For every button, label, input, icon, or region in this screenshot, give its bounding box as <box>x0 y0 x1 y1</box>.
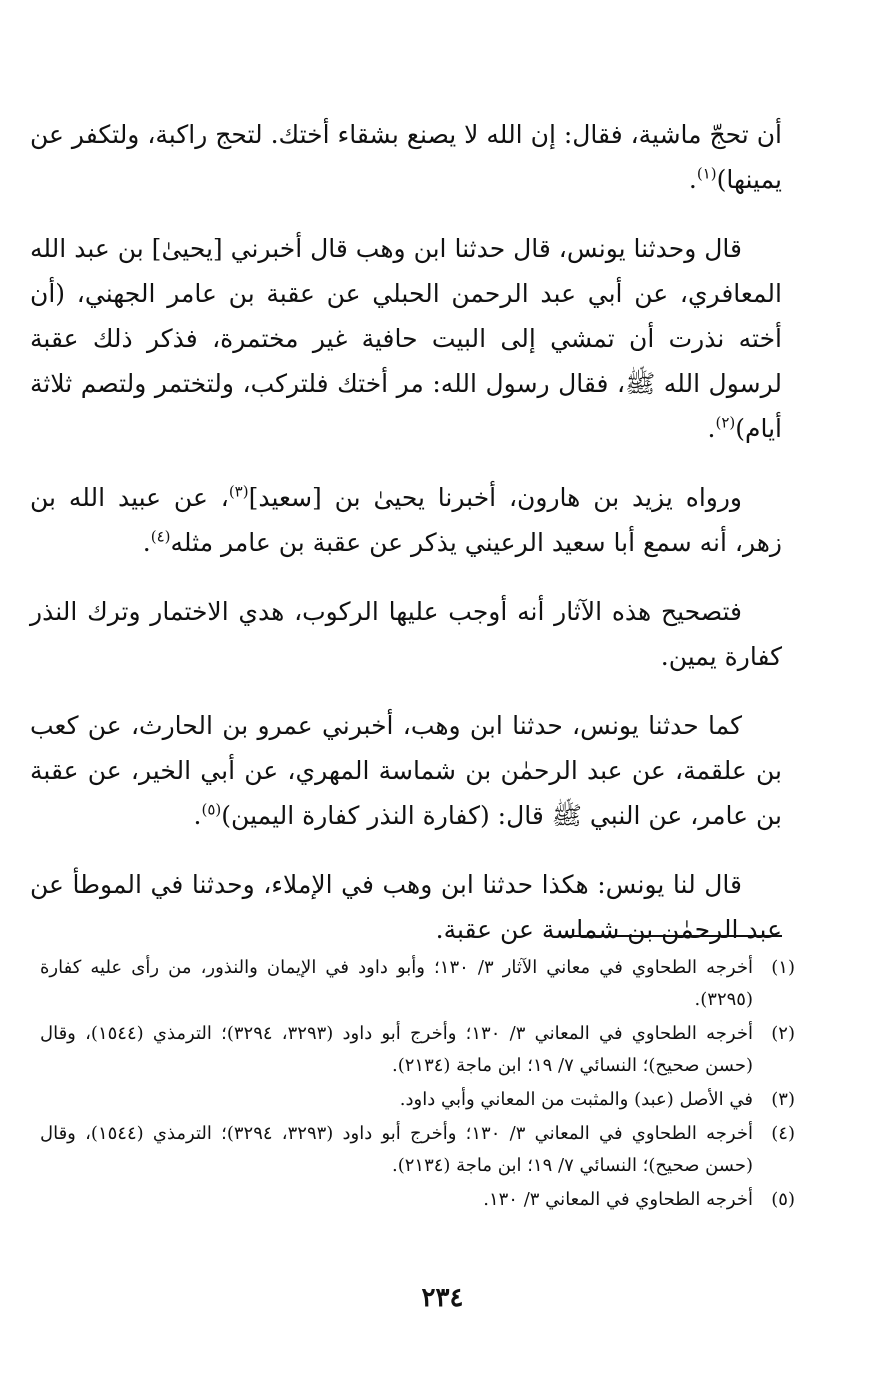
paragraph-4: فتصحيح هذه الآثار أنه أوجب عليها الركوب، هدي الاختمار وترك النذر كفارة يمين. <box>30 597 782 671</box>
footnote-text: أخرجه الطحاوي في المعاني ٣/ ١٣٠. <box>483 1189 753 1210</box>
footnote-ref-4: (٤) <box>150 527 171 546</box>
paragraph-1: أن تحجّ ماشية، فقال: إن الله لا يصنع بشقاء أختك. لتحج راكبة، ولتكفر عن يمينها)$^{(١)}$. <box>30 120 782 194</box>
footnote-item <box>40 1084 795 1116</box>
footnote-text: أخرجه الطحاوي في المعاني ٣/ ١٣٠؛ وأخرج أبو داود (٣٢٩٣، ٣٢٩٤)؛ الترمذي (١٥٤٤)، وقال (حسن صحيح)؛ النسائي ٧/ ١٩؛ ابن ماجة (٢١٣٤). <box>40 1123 753 1176</box>
footnote-text: في الأصل (عبد) والمثبت من المعاني وأبي داود. <box>399 1089 753 1110</box>
footnote-number: (٢) <box>771 1023 795 1044</box>
main-text <box>30 112 782 976</box>
footnotes <box>40 952 795 1218</box>
footnote-item <box>40 952 795 1016</box>
footnote-text: أخرجه الطحاوي في المعاني ٣/ ١٣٠؛ وأخرج أبو داود (٣٢٩٣، ٣٢٩٤)؛ الترمذي (١٥٤٤)، وقال (حسن صحيح)؛ النسائي ٧/ ١٩؛ ابن ماجة (٢١٣٤). <box>40 1023 753 1076</box>
paragraph-6: قال لنا يونس: هكذا حدثنا ابن وهب في الإملاء، وحدثنا في الموطأ عن عبد الرحمٰن بن شماسة عن عقبة. <box>30 870 782 944</box>
footnote-ref-2: (٢) <box>715 413 736 432</box>
footnote-number: (٣) <box>771 1089 795 1110</box>
paragraph-5: كما حدثنا يونس، حدثنا ابن وهب، أخبرني عمرو بن الحارث، عن كعب بن علقمة، عن عبد الرحمٰن بن شماسة المهري، عن أبي الخير، عن عقبة بن عامر، عن النبي ﷺ قال: (كفارة النذر كفارة اليمين)$^{(٥)}$. <box>30 711 782 830</box>
footnote-number: (١) <box>771 957 795 978</box>
footnote-ref-5: (٥) <box>201 800 222 819</box>
footnote-item <box>40 1118 795 1182</box>
paragraph-3: ورواه يزيد بن هارون، أخبرنا يحيىٰ بن [سعيد]$^{(٣)}$، عن عبيد الله بن زهر، أنه سمع أبا سعيد الرعيني يذكر عن عقبة بن عامر مثله$^{(٤)}$. <box>30 482 782 557</box>
footnote-ref-1: (١) <box>696 164 717 183</box>
page-number: ٢٣٤ <box>421 1283 464 1313</box>
paragraph-2: قال وحدثنا يونس، قال حدثنا ابن وهب قال أخبرني [يحيىٰ] بن عبد الله المعافري، عن أبي عبد الرحمن الحبلي عن عقبة بن عامر الجهني، (أن أخته نذرت أن تمشي إلى البيت حافية غير مختمرة، فذكر ذلك عقبة لرسول الله ﷺ، فقال رسول الله: مر أختك فلتركب، ولتختمر ولتصم ثلاثة أيام)$^{(٢)}$. <box>30 234 782 443</box>
footnote-divider <box>560 935 782 937</box>
footnote-item <box>40 1184 795 1216</box>
footnote-text: أخرجه الطحاوي في معاني الآثار ٣/ ١٣٠؛ وأبو داود في الإيمان والنذور، من رأى عليه كفارة (٣٢٩٥). <box>40 957 753 1010</box>
footnote-number: (٥) <box>771 1189 795 1210</box>
footnote-item <box>40 1018 795 1082</box>
footnote-number: (٤) <box>771 1123 795 1144</box>
footnote-ref-3: (٣) <box>228 482 249 501</box>
